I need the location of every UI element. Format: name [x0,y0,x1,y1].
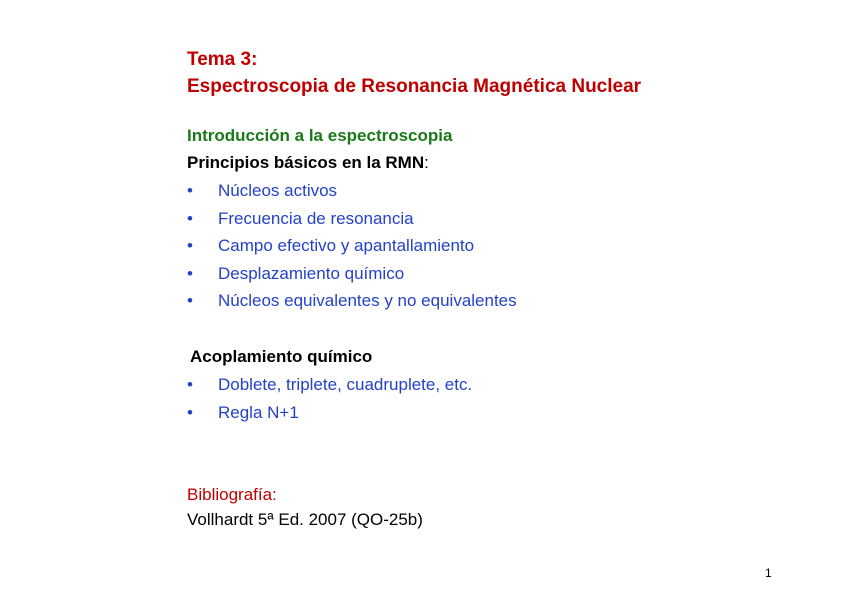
bibliografia-label: Bibliografía: [187,485,277,504]
principios-heading [187,151,429,175]
principios-heading-colon: : [424,153,429,172]
list-item [187,207,517,235]
list-item-text: Frecuencia de resonancia [218,208,414,228]
acoplamiento-list [187,373,472,428]
list-item [187,234,517,262]
acoplamiento-heading: Acoplamiento químico [190,347,373,366]
intro-heading: Introducción a la espectroscopia [187,126,453,145]
bullet-icon: • [187,402,193,422]
list-item [187,373,472,401]
bullet-icon: • [187,208,193,228]
list-item-text: Núcleos equivalentes y no equivalentes [218,291,517,310]
list-item-text: Regla N+1 [218,402,299,422]
bibliografia-reference: Vollhardt 5ª Ed. 2007 (QO-25b) [187,510,423,529]
bullet-icon: • [187,263,193,283]
principios-heading-text: Principios básicos en la RMN [187,153,425,172]
principios-list [187,179,517,317]
list-item-text: Campo efectivo y apantallamiento [218,236,475,255]
list-item-text: Doblete, triplete, cuadruplete, etc. [218,375,473,394]
title-line-1: Tema 3: [187,49,258,70]
list-item [187,289,517,317]
bullet-icon: • [187,375,193,394]
bullet-icon: • [187,291,193,310]
bullet-icon: • [187,181,193,200]
list-item-text: Desplazamiento químico [218,263,405,283]
bullet-icon: • [187,236,193,255]
list-item [187,262,517,290]
list-item [187,401,472,429]
title-line-2: Espectroscopia de Resonancia Magnética Nuclear [187,76,642,97]
page-number: 1 [765,566,772,580]
list-item-text: Núcleos activos [218,181,338,200]
slide-title [187,46,641,100]
list-item [187,179,517,207]
